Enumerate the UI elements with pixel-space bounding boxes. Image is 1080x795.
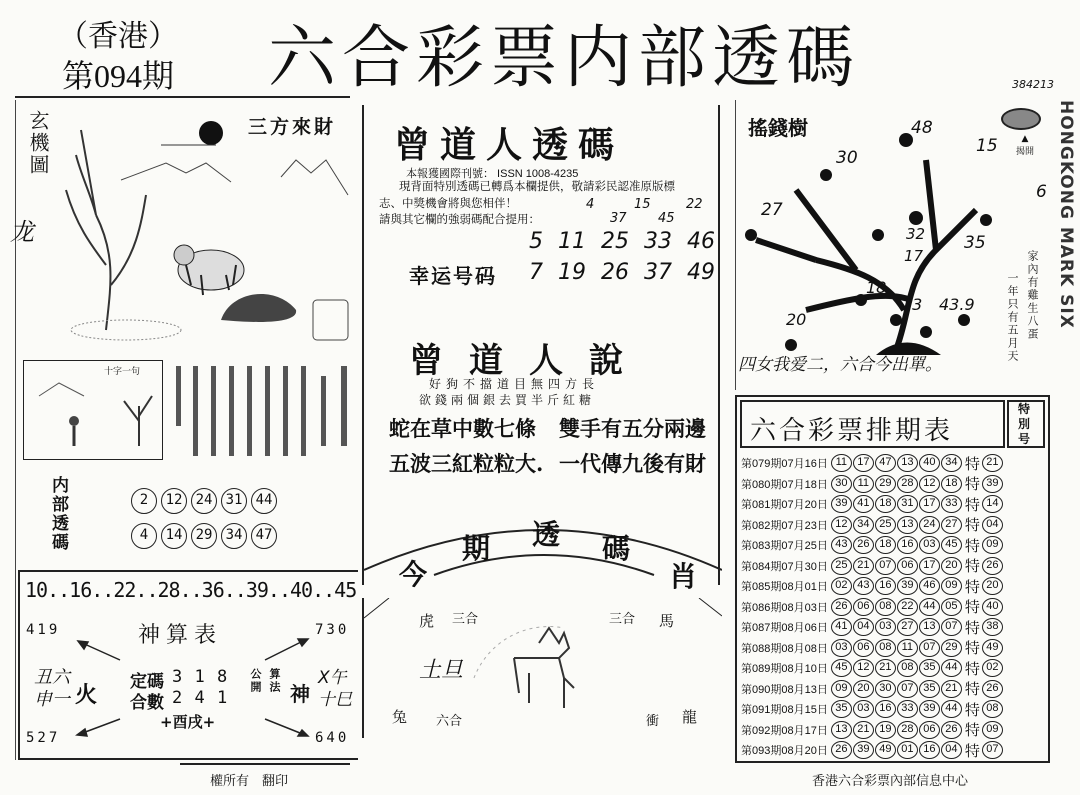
table-row — [741, 453, 1004, 473]
number-ball: 39 — [853, 741, 874, 759]
number-ball: 25 — [831, 557, 852, 575]
number-ball: 27 — [941, 516, 962, 534]
special-label: 特別号 — [1018, 402, 1031, 446]
lucky-label: 幸运号码 — [409, 264, 497, 288]
tree-number: 43.9 — [939, 295, 975, 314]
number-ball: 31 — [221, 488, 247, 514]
dingma-label: 定碼 — [130, 672, 164, 692]
special-label-box — [1007, 400, 1045, 448]
banner-char: 今 — [399, 558, 428, 591]
poem-line-1: 家內有雞生八蛋 — [1026, 250, 1039, 341]
number-ball: 39 — [897, 577, 918, 595]
hand-number: 26 — [601, 260, 629, 285]
table-title: 六合彩票排期表 — [750, 416, 954, 446]
draw-label: 第085期08月01日 — [741, 581, 828, 593]
draw-label: 第092期08月17日 — [741, 724, 828, 737]
table-row — [741, 720, 1004, 740]
number-ball: 09 — [941, 577, 962, 595]
issue-number: 第094期 — [62, 58, 175, 94]
number-ball: 07 — [875, 557, 896, 575]
hand-number: 25 — [601, 229, 629, 254]
number-ball: 03 — [875, 618, 896, 636]
corner-top-right: 730 — [315, 622, 350, 638]
number-ball: 39 — [831, 495, 852, 513]
special-ball: 26 — [982, 680, 1003, 698]
shensuan-box — [18, 570, 358, 760]
number-ball: 09 — [831, 680, 852, 698]
table-row — [741, 740, 1004, 760]
small-mark: 37 — [610, 211, 627, 226]
number-line: 10..16..22..28..36..39..40..45 — [25, 578, 357, 602]
special-ball: 20 — [982, 577, 1003, 595]
draw-label: 第086期08月03日 — [741, 601, 828, 614]
number-ball: 03 — [853, 700, 874, 718]
number-ball: 47 — [251, 523, 277, 549]
draw-label: 第082期07月23日 — [741, 519, 828, 532]
table-row — [741, 638, 1004, 658]
number-ball: 06 — [919, 721, 940, 739]
number-ball: 26 — [831, 741, 852, 759]
special-marker: 特 — [964, 517, 980, 534]
hand-number: 7 — [529, 260, 543, 285]
hand-row-1 — [529, 229, 715, 255]
number-ball: 30 — [875, 680, 896, 698]
hand-number: 19 — [558, 260, 586, 285]
tree-number: 18 — [866, 278, 887, 297]
number-ball: 22 — [897, 598, 918, 616]
footer-rule — [180, 763, 350, 765]
sanfang-title: 三方來財 — [248, 116, 337, 138]
number-ball: 17 — [853, 454, 874, 472]
number-ball: 33 — [941, 495, 962, 513]
draw-label: 第090期08月13日 — [741, 683, 828, 696]
sanhe-label-2: 三合 — [609, 612, 636, 627]
number-ball: 35 — [831, 700, 852, 718]
special-marker: 特 — [964, 578, 980, 596]
sanhe-label-1: 三合 — [452, 612, 479, 627]
number-ball: 25 — [875, 516, 896, 534]
number-ball: 30 — [831, 475, 852, 493]
tree-title: 搖錢樹 — [748, 116, 808, 140]
number-ball: 06 — [897, 557, 918, 575]
banner-char: 期 — [462, 532, 491, 565]
number-ball: 07 — [941, 618, 962, 636]
table-row — [741, 474, 1004, 494]
number-ball: 41 — [853, 495, 874, 513]
number-ball: 2 — [131, 488, 157, 514]
notice-line-2: 志、中獎機會將與您相伴！ — [379, 198, 517, 210]
table-row — [741, 617, 1004, 637]
number-ball: 04 — [853, 618, 874, 636]
draw-label: 第083期07月25日 — [741, 540, 828, 552]
sun-icon — [199, 121, 223, 145]
tree-number: 6 — [1036, 182, 1047, 202]
vertical-text-columns — [171, 362, 356, 462]
special-ball: 49 — [982, 639, 1003, 657]
special-marker: 特 — [964, 455, 980, 473]
number-ball: 34 — [941, 454, 962, 472]
landscape-illustration — [36, 115, 356, 345]
special-ball: 21 — [982, 454, 1003, 472]
shen-label: 神 — [290, 682, 310, 706]
number-ball: 16 — [875, 700, 896, 718]
inset-illustration — [23, 360, 163, 460]
number-ball: 21 — [853, 721, 874, 739]
dingma-value: 3 1 8 — [172, 667, 229, 687]
middle-panel — [362, 105, 720, 593]
schedule-table — [735, 395, 1050, 763]
table-row — [741, 535, 1004, 555]
fire-label: 火 — [75, 682, 98, 708]
number-ball: 07 — [919, 639, 940, 657]
small-mark: 22 — [686, 197, 703, 212]
zodiac-line: +酉戌+ — [160, 713, 216, 731]
special-ball: 26 — [982, 557, 1003, 575]
heshu-label: 合數 — [130, 693, 164, 713]
number-ball: 05 — [941, 598, 962, 616]
inset-caption: 十字一句 — [104, 367, 141, 377]
number-ball: 28 — [897, 475, 918, 493]
number-ball: 27 — [897, 618, 918, 636]
number-ball: 04 — [941, 741, 962, 759]
xuanji-title: 玄機圖 — [26, 110, 50, 176]
draw-label: 第089期08月10日 — [741, 663, 828, 675]
tree-number: 17 — [904, 247, 924, 265]
number-row-2 — [131, 523, 281, 549]
hand-row-2 — [529, 260, 715, 286]
banner-char: 透 — [532, 518, 561, 551]
number-row-1 — [131, 488, 281, 514]
verse-2a: 五波三紅粒粒大. — [389, 451, 544, 476]
number-ball: 06 — [853, 598, 874, 616]
special-marker: 特 — [964, 619, 980, 637]
rock-icon — [221, 294, 296, 322]
hand-number: 5 — [529, 229, 543, 254]
number-ball: 18 — [875, 495, 896, 513]
special-ball: 02 — [982, 659, 1003, 677]
hand-line: 四女我爱二，六合今出單。 — [738, 355, 942, 375]
number-ball: 34 — [221, 523, 247, 549]
number-ball: 24 — [191, 488, 217, 514]
tree-number: 32 — [906, 225, 926, 243]
tree-number: 30 — [836, 148, 858, 168]
number-ball: 29 — [941, 639, 962, 657]
number-ball: 21 — [941, 680, 962, 698]
number-ball: 4 — [131, 523, 157, 549]
number-ball: 29 — [191, 523, 217, 549]
gongkai-label: 公開 — [249, 668, 262, 694]
draw-label: 第087期08月06日 — [741, 622, 828, 634]
number-ball: 43 — [831, 536, 852, 554]
banner-char: 肖 — [669, 560, 698, 593]
hand-number: 49 — [687, 260, 715, 285]
number-ball: 16 — [919, 741, 940, 759]
number-ball: 13 — [919, 618, 940, 636]
number-ball: 11 — [853, 475, 874, 493]
header-rule — [15, 96, 350, 98]
small-mark: 4 — [586, 197, 595, 212]
basket-icon — [313, 300, 348, 340]
number-ball: 44 — [251, 488, 277, 514]
neibu-title: 内部透碼 — [48, 476, 68, 552]
number-ball: 03 — [919, 536, 940, 554]
tree-number: 35 — [964, 233, 986, 253]
footer-center: 香港六合彩票內部信息中心 — [812, 774, 969, 789]
number-ball: 08 — [875, 598, 896, 616]
number-ball: 03 — [831, 639, 852, 657]
draw-label: 第084期07月30日 — [741, 560, 828, 573]
rabbit-label: 兔 — [392, 708, 408, 726]
verse-2b: 一代傳九後有財 — [559, 451, 706, 476]
number-ball: 11 — [831, 454, 852, 472]
verse-1b: 雙手有五分兩邊 — [559, 416, 706, 441]
number-ball: 19 — [875, 721, 896, 739]
number-ball: 44 — [941, 700, 962, 718]
liuhe-label: 六合 — [436, 714, 463, 729]
special-marker: 特 — [964, 476, 980, 493]
number-ball: 17 — [919, 495, 940, 513]
number-ball: 21 — [875, 659, 896, 677]
number-ball: 16 — [875, 577, 896, 595]
hand-number: 33 — [644, 229, 672, 254]
region-label: （香港） — [58, 19, 178, 54]
special-marker: 特 — [964, 496, 980, 514]
number-ball: 35 — [919, 680, 940, 698]
number-ball: 44 — [941, 659, 962, 677]
number-ball: 01 — [897, 741, 918, 759]
issn-line: 本報獲國際刊號： ISSN 1008-4235 — [406, 168, 579, 180]
tree-number: 27 — [761, 200, 783, 220]
special-ball: 08 — [982, 700, 1003, 718]
page-title: 六合彩票内部透碼 — [268, 19, 861, 98]
touma-title: 曾道人透碼 — [394, 124, 625, 166]
saying-line-2: 欲錢兩個銀去買半斤紅糖 — [419, 393, 596, 407]
special-ball: 40 — [982, 598, 1003, 616]
right-panel — [735, 100, 1055, 390]
notice-line-3: 請與其它欄的強弱碼配合提用： — [379, 214, 540, 226]
number-ball: 12 — [161, 488, 187, 514]
small-mark: 45 — [658, 211, 675, 226]
draw-label: 第080期07月18日 — [741, 478, 828, 491]
special-ball: 38 — [982, 618, 1003, 636]
tree-number: 15 — [976, 136, 998, 156]
special-marker: 特 — [964, 660, 980, 678]
special-marker: 特 — [964, 722, 980, 739]
table-row — [741, 679, 1004, 699]
number-ball: 28 — [897, 721, 918, 739]
number-ball: 49 — [875, 741, 896, 759]
number-ball: 08 — [897, 659, 918, 677]
number-ball: 46 — [919, 577, 940, 595]
handwritten-mark: 龙 — [10, 218, 34, 246]
number-ball: 26 — [831, 598, 852, 616]
number-ball: 11 — [897, 639, 918, 657]
table-row — [741, 699, 1004, 719]
small-mark: 15 — [634, 197, 651, 212]
draw-label: 第093期08月20日 — [741, 745, 828, 757]
special-marker: 特 — [964, 701, 980, 719]
number-ball: 17 — [919, 557, 940, 575]
table-row — [741, 597, 1004, 617]
number-ball: 12 — [919, 475, 940, 493]
hand-number: 37 — [644, 260, 672, 285]
draw-label: 第079期07月16日 — [741, 458, 828, 470]
special-marker: 特 — [964, 599, 980, 616]
number-ball: 12 — [853, 659, 874, 677]
number-ball: 06 — [853, 639, 874, 657]
table-row — [741, 576, 1004, 596]
shensuan-title: 神算表 — [138, 623, 223, 648]
corner-top-left: 419 — [26, 622, 61, 638]
notice-line-1: 現背面特別透碼已轉爲本欄提供，敬請彩民認准原版標 — [399, 181, 675, 193]
number-ball: 43 — [853, 577, 874, 595]
number-ball: 13 — [831, 721, 852, 739]
special-ball: 09 — [982, 721, 1003, 739]
number-ball: 13 — [897, 454, 918, 472]
hand-number: 11 — [558, 229, 586, 254]
copyright-text: 權所有 翻印 — [210, 774, 289, 789]
special-ball: 09 — [982, 536, 1003, 554]
number-ball: 12 — [831, 516, 852, 534]
special-ball: 04 — [982, 516, 1003, 534]
table-row — [741, 515, 1004, 535]
special-marker: 特 — [964, 558, 980, 575]
number-ball: 14 — [161, 523, 187, 549]
number-ball: 40 — [919, 454, 940, 472]
tree-number: 48 — [911, 118, 933, 138]
special-ball: 39 — [982, 475, 1003, 493]
saying-line-1: 好狗不擋道目無四方長 — [429, 377, 600, 391]
horse-label: 馬 — [659, 612, 675, 630]
tiger-icon — [174, 245, 244, 295]
table-row — [741, 556, 1004, 576]
reveal-label: ▲ 揭開 — [1016, 134, 1035, 157]
chong-label: 衝 — [646, 714, 660, 729]
number-ball: 18 — [875, 536, 896, 554]
draw-label: 第091期08月15日 — [741, 704, 828, 716]
dragon-label: 龍 — [682, 708, 698, 726]
number-ball: 45 — [831, 659, 852, 677]
side-brand: HONGKONG MARK SIX — [1056, 100, 1076, 329]
table-title-box — [740, 400, 1005, 448]
number-ball: 20 — [941, 557, 962, 575]
hand-number: 46 — [687, 229, 715, 254]
number-ball: 18 — [941, 475, 962, 493]
tree-number: 20 — [786, 310, 807, 329]
tree-icon — [66, 130, 146, 330]
number-ball: 20 — [853, 680, 874, 698]
corner-bottom-right: 640 — [315, 730, 350, 746]
number-ball: 33 — [897, 700, 918, 718]
number-ball: 16 — [897, 536, 918, 554]
number-ball: 45 — [941, 536, 962, 554]
draw-label: 第081期07月20日 — [741, 499, 828, 511]
zodiac-area — [362, 598, 720, 738]
number-ball: 26 — [853, 536, 874, 554]
number-ball: 31 — [897, 495, 918, 513]
left-panel — [10, 100, 357, 760]
right-handwritten: X午 十巳 — [318, 668, 352, 710]
number-ball: 24 — [919, 516, 940, 534]
special-marker: 特 — [964, 537, 980, 555]
number-ball: 13 — [897, 516, 918, 534]
draw-label: 第088期08月08日 — [741, 642, 828, 655]
tree-number: 23 — [902, 295, 923, 314]
number-ball: 47 — [875, 454, 896, 472]
number-ball: 44 — [919, 598, 940, 616]
special-ball: 07 — [982, 741, 1003, 759]
suanfa-label: 算法 — [268, 668, 281, 694]
number-ball: 08 — [875, 639, 896, 657]
shuo-title: 曾道人說 — [409, 341, 649, 381]
corner-bottom-left: 527 — [26, 730, 61, 746]
number-ball: 26 — [941, 721, 962, 739]
stamp-number: 384213 — [1012, 78, 1054, 91]
poem-line-2: 一年只有五月天 — [1006, 272, 1019, 363]
number-ball: 21 — [853, 557, 874, 575]
number-ball: 39 — [919, 700, 940, 718]
number-ball: 29 — [875, 475, 896, 493]
reveal-text: 揭開 — [1016, 147, 1035, 157]
tiger-label: 虎 — [419, 612, 435, 630]
banner-char: 碼 — [602, 532, 631, 565]
number-ball: 34 — [853, 516, 874, 534]
number-ball: 02 — [831, 577, 852, 595]
special-marker: 特 — [964, 681, 980, 698]
special-marker: 特 — [964, 742, 980, 760]
table-row — [741, 494, 1004, 514]
table-row — [741, 658, 1004, 678]
left-handwritten: 丑六 申一 — [34, 667, 70, 710]
heshu-value: 2 4 1 — [172, 688, 229, 708]
verse-1a: 蛇在草中數七條 — [389, 416, 536, 441]
number-ball: 41 — [831, 618, 852, 636]
number-ball: 35 — [919, 659, 940, 677]
number-ball: 07 — [897, 680, 918, 698]
special-marker: 特 — [964, 640, 980, 657]
hand-note: 土旦 — [419, 658, 464, 683]
dog-icon — [514, 628, 574, 708]
special-ball: 14 — [982, 495, 1003, 513]
